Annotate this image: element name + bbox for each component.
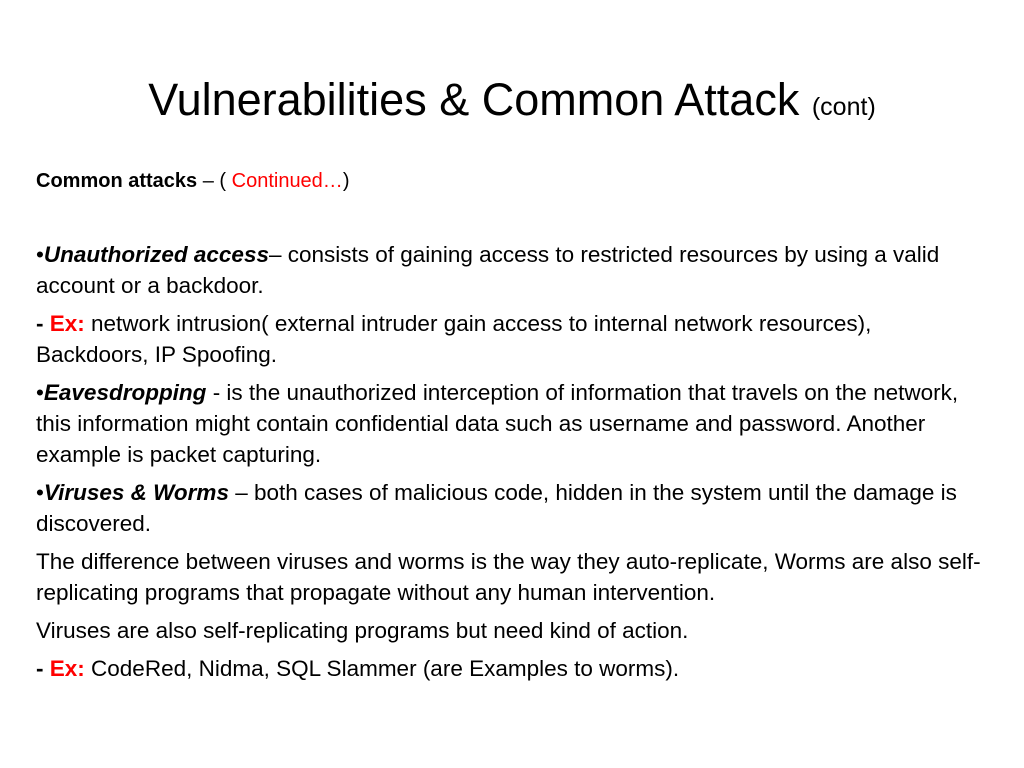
paragraph-difference <box>36 546 986 608</box>
bullet-viruses-worms <box>36 477 986 539</box>
example-label: Ex: <box>49 656 85 681</box>
section-heading-label: Common attacks <box>36 170 198 192</box>
example-dash: - <box>36 311 44 336</box>
section-heading-dash: – ( <box>202 170 227 192</box>
bullet-text: – both cases of malicious code, hidden in the system until the damage is discovered. <box>36 480 957 536</box>
bullet-marker: • <box>36 380 44 405</box>
term-eavesdropping: Eavesdropping <box>43 380 207 405</box>
bullet-text: - is the unauthorized interception of information that travels on the network, this information might contain confidential data such as username and password. Another example is packet capturing. <box>36 380 959 467</box>
bullet-text: – consists of gaining access to restricted resources by using a valid account or a backdoor. <box>36 242 940 298</box>
paragraph-viruses <box>36 615 986 646</box>
example-text: CodeRed, Nidma, SQL Slammer (are Examples to worms). <box>84 656 680 681</box>
section-heading <box>36 166 986 197</box>
example-unauthorized-access <box>36 308 986 370</box>
term-viruses-worms: Viruses & Worms <box>43 480 229 505</box>
section-heading-close: ) <box>342 170 350 192</box>
slide-title <box>0 72 1024 135</box>
example-worms <box>36 653 986 684</box>
term-unauthorized-access: Unauthorized access <box>43 242 269 267</box>
bullet-marker: • <box>36 480 44 505</box>
bullet-unauthorized-access <box>36 239 986 301</box>
continued-label: Continued… <box>231 170 343 192</box>
slide-body <box>36 166 986 691</box>
bullet-marker: • <box>36 242 44 267</box>
title-suffix: (cont) <box>811 93 876 121</box>
bullet-eavesdropping <box>36 377 986 470</box>
example-text: network intrusion( external intruder gain access to internal network resources), Backdoors, IP Spoofing. <box>36 311 872 367</box>
paragraph-text: The difference between viruses and worms is the way they auto-replicate, Worms are also self-replicating programs that propagate without any human intervention. <box>36 549 981 605</box>
title-text: Vulnerabilities & Common Attack <box>148 74 800 125</box>
example-label: Ex: <box>49 311 85 336</box>
paragraph-text: Viruses are also self-replicating programs but need kind of action. <box>36 618 689 643</box>
example-dash: - <box>36 656 44 681</box>
